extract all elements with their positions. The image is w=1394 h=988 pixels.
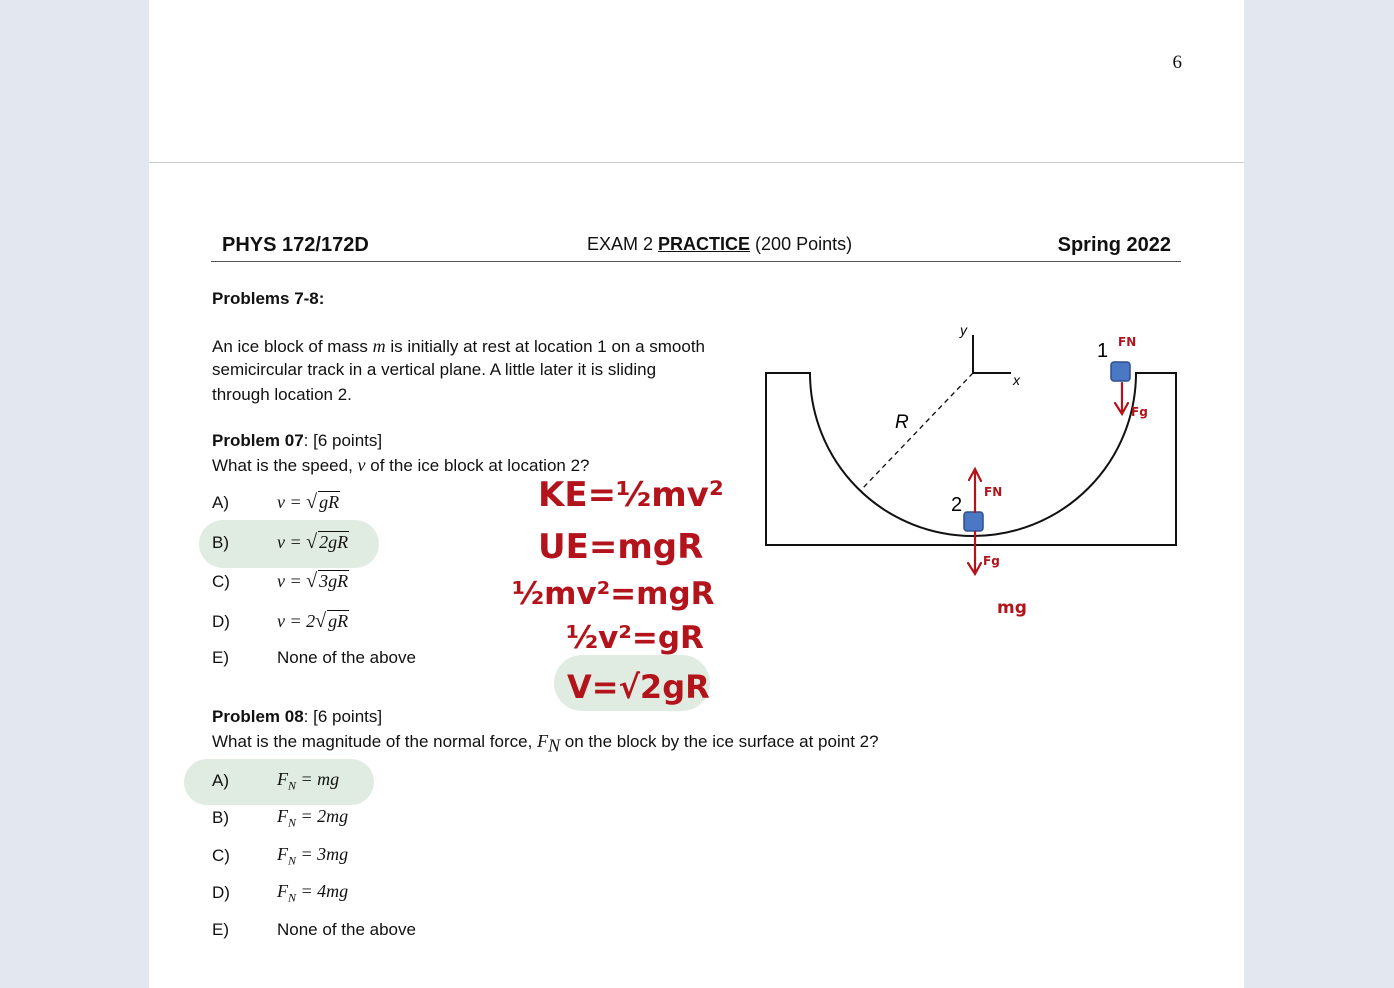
gravity-arrow-2: [968, 532, 981, 574]
ue-equation: UE=mgR: [538, 527, 704, 567]
intro-line-1: An ice block of mass m is initially at rest at location 1 on a smooth: [212, 336, 706, 356]
fg-label-1: Fg: [1131, 405, 1148, 419]
problem08-heading: Problem 08: [6 points]: [212, 707, 383, 726]
page-number: 6: [1172, 52, 1182, 73]
fn-label-2: FN: [984, 485, 1003, 499]
normal-arrow-2: [969, 469, 981, 512]
block-location-1: [1111, 362, 1130, 381]
exam-title: EXAM 2 PRACTICE (200 Points): [587, 234, 853, 254]
section-title: Problems 7-8:: [212, 289, 325, 308]
course-title: PHYS 172/172D: [222, 234, 369, 256]
energy-equation: ½mv²=mgR: [512, 576, 715, 612]
mg-label: mg: [997, 598, 1027, 618]
previous-page-bottom: [149, 0, 1244, 163]
practice-label: PRACTICE: [658, 234, 751, 254]
location-1-label: 1: [1097, 340, 1109, 362]
diagram-and-annotations: [149, 163, 1244, 988]
reduced-equation: ½v²=gR: [566, 620, 704, 656]
problem07-question: What is the speed, v of the ice block at location 2?: [212, 455, 590, 475]
exam-page: PHYS 172/172D EXAM 2 PRACTICE (200 Points) Spring 2022 Problems 7-8: An ice block of mass m is initially at rest at location 1 on a smooth semicircular track in a vertical plane. A little later it is sliding through location 2. Problem 07: [6 points] What is the speed, v of the ice block at location 2? A) v = √ gR B) v = √ 2gR C) v = √ 3gR D) v = 2√ gR E) None of the above Problem 08: [6 points] What is the magnitude of the normal force, $F_N$ on the block by the ice surface at point 2? A) $F_N$ = mg B) $F_N = 2mg$ C) $F_N = 3mg$ D) $F_N = 4mg$ E) None of the above y x R 1 2 FN Fg FN Fg mg KE=½mv² UE=mgR ½mv²=mgR ½v²=gR V=√2gR: [149, 163, 1244, 988]
gravity-arrow-1: [1115, 383, 1128, 414]
track-diagram: [766, 322, 1176, 545]
x-axis-label: x: [1013, 372, 1020, 388]
ke-equation: KE=½mv²: [538, 475, 724, 515]
radius-line: [861, 373, 973, 490]
intro-line-2: semicircular track in a vertical plane. A little later it is sliding: [212, 360, 657, 379]
intro-line-3: through location 2.: [212, 385, 352, 404]
result-equation: V=√2gR: [567, 668, 710, 706]
location-2-label: 2: [951, 494, 963, 516]
y-axis-label: y: [960, 322, 967, 338]
fn-label-1: FN: [1118, 335, 1137, 349]
radius-label: R: [895, 412, 909, 433]
problem08-question: What is the magnitude of the normal force, $F_N$ on the block by the ice surface at point 2?: [212, 731, 879, 756]
term-label: Spring 2022: [1057, 234, 1171, 256]
fg-label-2: Fg: [983, 554, 1000, 568]
block-location-2: [964, 512, 983, 531]
problem07-heading: Problem 07: [6 points]: [212, 431, 383, 450]
